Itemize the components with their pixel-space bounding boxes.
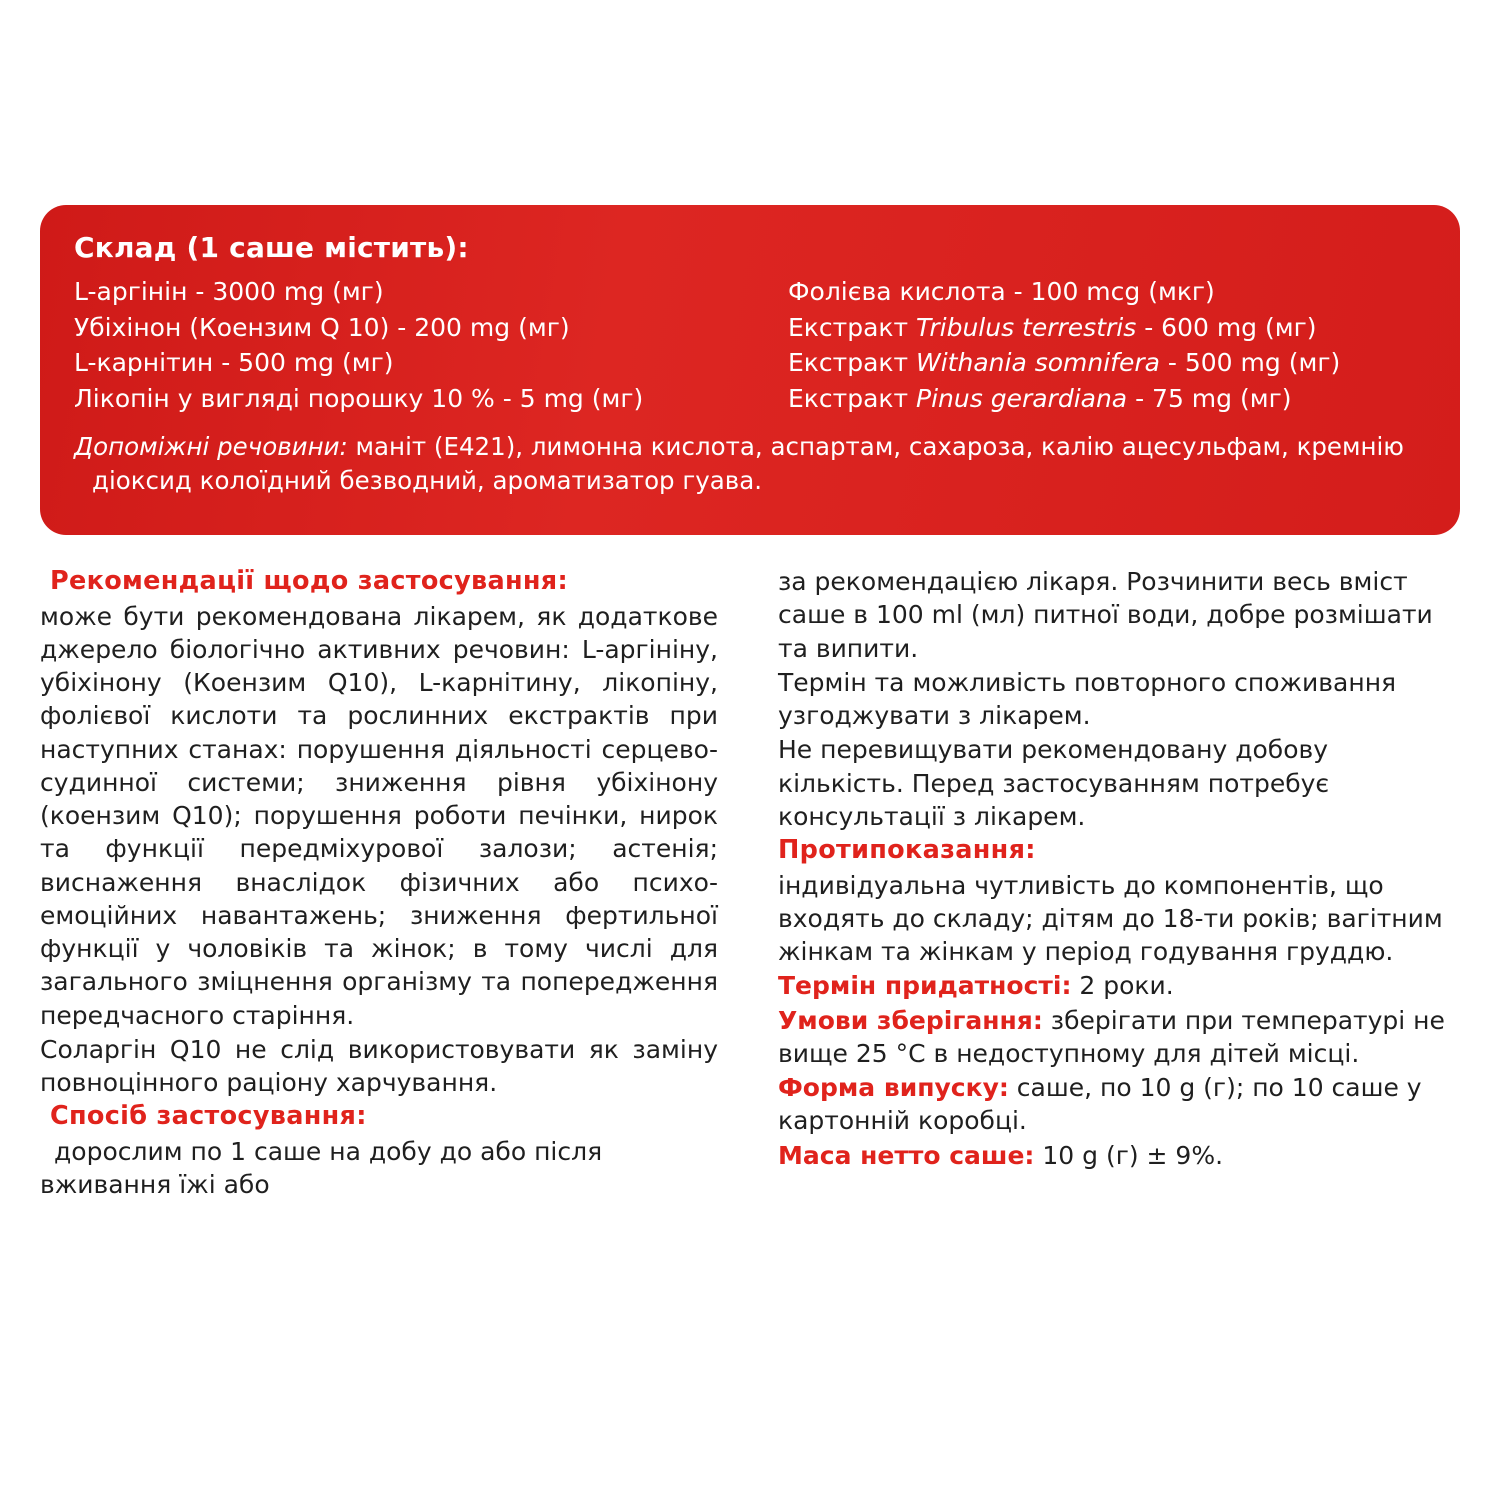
method-of-use-continued-2: Термін та можливість повторного споживання узгоджувати з лікарем. — [778, 667, 1397, 730]
storage-conditions-value: зберігати при температурі не вище 25 °C в недоступному для дітей місці. — [778, 1005, 1445, 1068]
ingredient-column-right — [750, 274, 1426, 416]
shelf-life-label: Термін придатності: — [778, 971, 1072, 1001]
ingredient-item — [788, 381, 1426, 417]
ingredient-columns — [74, 274, 1426, 416]
contraindications-text: індивідуальна чутливість до компонентів, що входять до складу; дітям до 18-ти років; вагітним жінкам та жінкам у період годування груддю. — [778, 870, 1443, 967]
ingredient-item — [788, 274, 1426, 310]
auxiliary-substances-text: маніт (Е421), лимонна кислота, аспартам, сахароза, калію ацесульфам, кремнію — [347, 432, 1404, 461]
composition-title: Склад (1 саше містить): — [74, 231, 469, 264]
auxiliary-substances-label: Допоміжні речовини: — [74, 432, 348, 461]
ingredient-item — [788, 345, 1426, 381]
ingredient-suffix: - 75 mg (мг) — [1127, 383, 1292, 413]
warning-text: Не перевищувати рекомендовану добову кількість. Перед застосуванням потребує консультації з лікарем. — [778, 735, 1330, 831]
shelf-life-row — [778, 969, 1460, 1002]
contraindications-heading: Протипоказання: — [778, 835, 1036, 865]
ingredient-prefix: Екстракт — [788, 312, 917, 342]
release-form-row — [778, 1071, 1460, 1138]
ingredient-latin-name: Withania somnifera — [916, 348, 1160, 377]
net-weight-row — [778, 1139, 1460, 1172]
ingredient-column-left — [74, 274, 750, 416]
storage-conditions-row — [778, 1004, 1460, 1071]
ingredient-prefix: Екстракт — [788, 348, 917, 377]
ingredient-item: Лікопін у вигляді порошку 10 % - 5 mg (мг) — [74, 383, 644, 413]
ingredient-latin-name: Tribulus terrestris — [916, 312, 1137, 342]
shelf-life-value: 2 роки. — [1071, 971, 1174, 1001]
storage-conditions-label: Умови зберігання: — [778, 1005, 1043, 1035]
ingredient-prefix: Фолієва кислота - 100 mcg (мкг) — [788, 277, 1215, 306]
method-of-use-heading: Спосіб застосування: — [50, 1101, 367, 1132]
usage-recommendations-heading: Рекомендації щодо застосування: — [50, 566, 568, 596]
ingredient-suffix: - 500 mg (мг) — [1159, 348, 1341, 377]
release-form-label: Форма випуску: — [778, 1073, 1009, 1103]
release-form-value: саше, по 10 g (г); по 10 саше у картонній коробці. — [778, 1073, 1422, 1136]
ingredient-item: L-аргінін - 3000 mg (мг) — [74, 277, 384, 306]
method-of-use-text: дорослим по 1 саше на добу до або після вживання їжі або — [40, 1137, 603, 1200]
ingredient-item: Убіхінон (Коензим Q 10) - 200 mg (мг) — [74, 312, 570, 342]
method-of-use-continued: за рекомендацією лікаря. Розчинити весь вміст саше в 100 ml (мл) питної води, добре розмішати та випити. — [778, 567, 1433, 663]
composition-panel — [40, 205, 1460, 535]
body-columns — [40, 565, 1460, 1203]
ingredient-latin-name: Pinus gerardiana — [916, 383, 1128, 413]
body-column-left — [40, 565, 750, 1203]
ingredient-item — [788, 310, 1426, 346]
auxiliary-substances-text-line2: діоксид колоїдний безводний, ароматизатор гуава. — [92, 466, 763, 496]
usage-recommendations-text: може бути рекомендована лікарем, як додаткове джерело біологічно активних речовин: L-аргініну, убіхінону (Коензим Q10), L-карнітину, лікопіну, фолієвої кислоти та рослинних екстрактів при наступних станах: порушення діяльності серцево-судинної системи; зниження рівня убіхінону (коензим Q10); порушення роботи печінки, нирок та функції передміхурової залози; астенія; виснаження внаслідок фізичних або психо-емоційних навантажень; зниження фертильної функції у чоловіків та жінок; в тому числі для загального зміцнення організму та попередження передчасного старіння. — [40, 601, 718, 1030]
auxiliary-substances — [74, 430, 1426, 499]
net-weight-label: Маса нетто саше: — [778, 1140, 1035, 1170]
ingredient-prefix: Екстракт — [788, 383, 917, 413]
usage-recommendations-text-2: Соларгін Q10 не слід використовувати як заміну повноцінного раціону харчування. — [40, 1034, 718, 1098]
net-weight-value: 10 g (г) ± 9%. — [1034, 1140, 1224, 1170]
body-column-right — [750, 565, 1460, 1203]
ingredient-suffix: - 600 mg (мг) — [1136, 312, 1317, 342]
ingredient-item: L-карнітин - 500 mg (мг) — [74, 348, 394, 377]
